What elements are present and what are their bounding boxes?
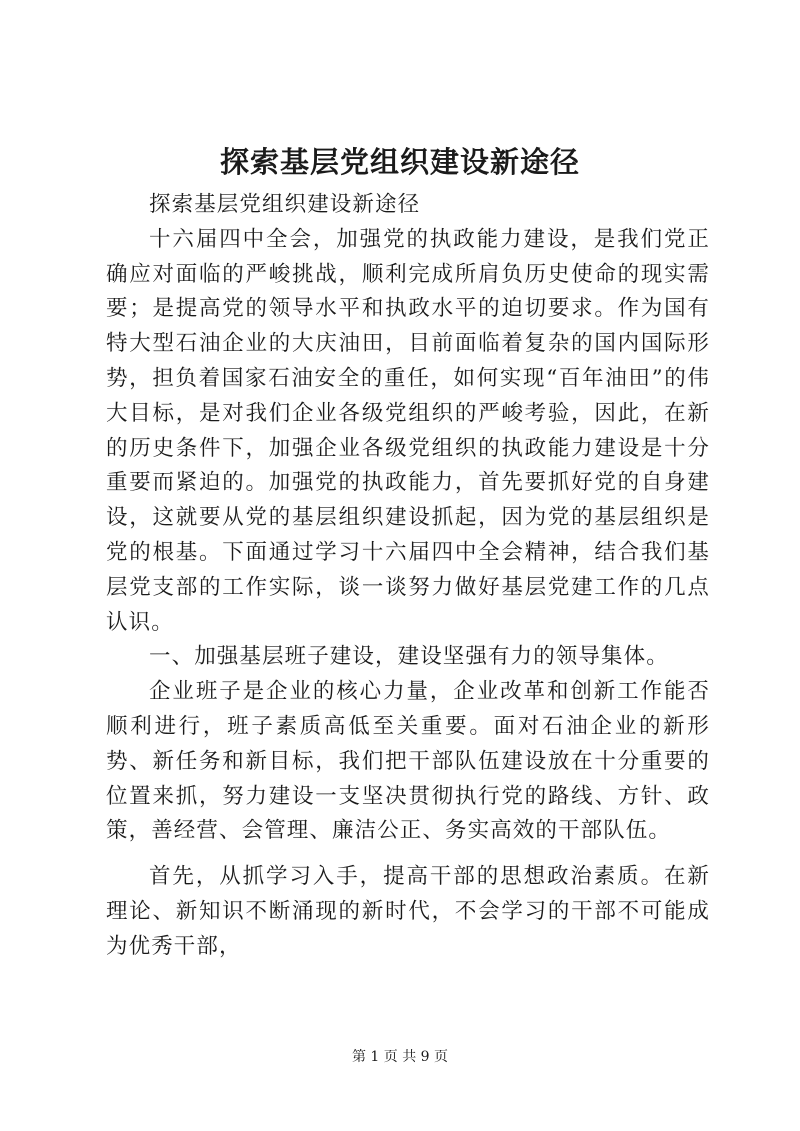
paragraph-intro: 十六届四中全会，加强党的执政能力建设，是我们党正确应对面临的严峻挑战，顺利完成所肩负历史使命的现实需要；是提高党的领导水平和执政水平的迫切要求。作为国有特大型石油企业的大庆油田，目前面临着复杂的国内国际形势，担负着国家石油安全的重任，如何实现“百年油田”的伟大目标，是对我们企业各级党组织的严峻考验，因此，在新的历史条件下，加强企业各级党组织的执政能力建设是十分重要而紧迫的。加强党的执政能力，首先要抓好党的自身建设，这就要从党的基层组织建设抓起，因为党的基层组织是党的根基。下面通过学习十六届四中全会精神，结合我们基层党支部的工作实际，谈一谈努力做好基层党建工作的几点认识。 (106, 226, 710, 635)
section-heading-one: 一、加强基层班子建设，建设坚强有力的领导集体。 (149, 644, 669, 670)
paragraph-study: 首先，从抓学习入手，提高干部的思想政治素质。在新理论、新知识不断涌现的新时代，不会学习的干部不可能成为优秀干部， (106, 864, 710, 959)
paragraph-leadership: 企业班子是企业的核心力量，企业改革和创新工作能否顺利进行，班子素质高低至关重要。面对石油企业的新形势、新任务和新目标，我们把干部队伍建设放在十分重要的位置来抓，努力建设一支坚决贯彻执行党的路线、方针、政策，善经营、会管理、廉洁公正、务实高效的干部队伍。 (106, 679, 710, 844)
page-number-footer: 第 1 页 共 9 页 (351, 1049, 449, 1065)
document-title: 探索基层党组织建设新途径 (219, 145, 580, 179)
paragraph-subtitle: 探索基层党组织建设新途径 (149, 192, 421, 217)
document-body (106, 188, 710, 965)
